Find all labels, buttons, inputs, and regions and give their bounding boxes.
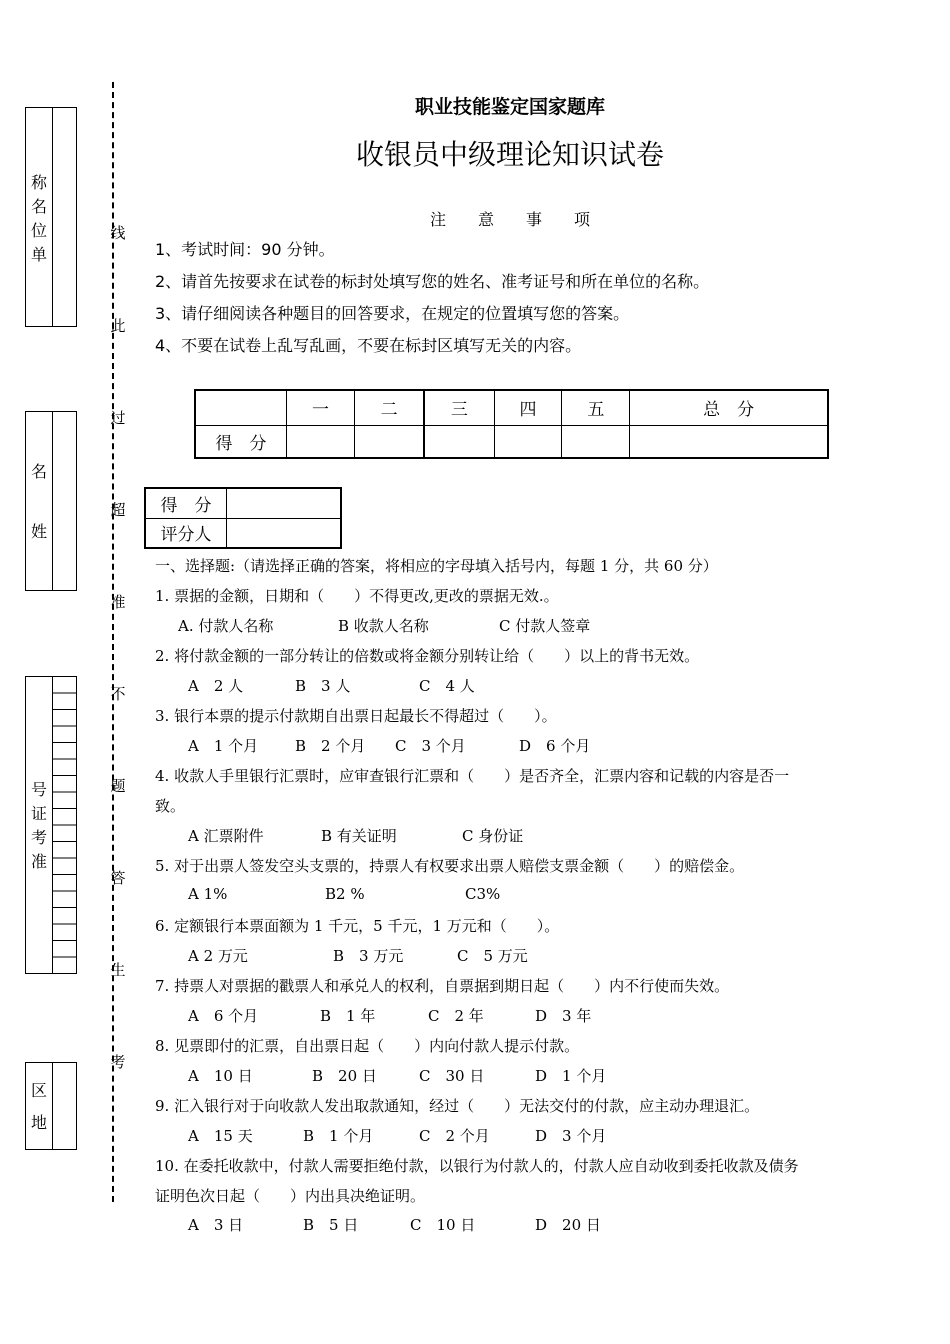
id-label-1: 号 (30, 780, 47, 799)
q7-option-b: B 1 年 (320, 1007, 376, 1025)
q10-option-c: C 10 日 (410, 1216, 476, 1234)
q4-option-a: A 汇票附件 (188, 827, 264, 845)
region-box (25, 1062, 77, 1150)
name-box (25, 411, 77, 591)
question-8: 8. 见票即付的汇票，自出票日起（ ）内向付款人提示付款。 (155, 1037, 580, 1055)
id-label-3: 考 (30, 828, 47, 847)
question-7: 7. 持票人对票据的戳票人和承兑人的权利，自票据到期日起（ ）内不行使而失效。 (155, 977, 730, 995)
score-row-label: 得 分 (195, 425, 287, 458)
score-cell[interactable] (354, 425, 424, 458)
q3-option-d: D 6 个月 (519, 737, 591, 755)
score-cell[interactable] (630, 425, 828, 458)
q2-option-a: A 2 人 (188, 677, 244, 695)
q8-option-a: A 10 日 (188, 1067, 253, 1085)
q1-option-a: A. 付款人名称 (178, 617, 274, 635)
q1-option-c: C 付款人签章 (499, 617, 591, 635)
seal-char: 超 (110, 501, 126, 519)
score-header-5: 五 (562, 390, 630, 425)
question-9: 9. 汇入银行对于向收款人发出取款通知，经过（ ）无法交付的付款，应主动办理退汇。 (155, 1097, 760, 1115)
seal-char: 考 (110, 1053, 126, 1071)
q4-option-c: C 身份证 (462, 827, 524, 845)
q9-option-d: D 3 个月 (535, 1127, 607, 1145)
seal-char: 此 (110, 317, 126, 335)
score-cell[interactable] (562, 425, 630, 458)
exam-id-box (25, 676, 77, 974)
score-header-total: 总 分 (630, 390, 828, 425)
page-title: 职业技能鉴定国家题库 (414, 96, 605, 118)
question-10-cont: 证明色次日起（ ）内出具决绝证明。 (155, 1187, 426, 1205)
seal-dashed-line (112, 82, 114, 1202)
q2-option-b: B 3 人 (295, 677, 351, 695)
unit-label-4: 单 (30, 245, 47, 264)
q5-option-a: A 1% (188, 885, 228, 903)
id-label-4: 准 (30, 852, 47, 871)
score-header-4: 四 (494, 390, 562, 425)
grader-score-label: 得 分 (145, 488, 227, 518)
question-5: 5. 对于出票人签发空头支票的，持票人有权要求出票人赔偿支票金额（ ）的赔偿金。 (155, 857, 745, 875)
q7-option-d: D 3 年 (535, 1007, 592, 1025)
grader-table (144, 487, 342, 549)
region-label-2: 地 (30, 1113, 47, 1132)
q1-option-b: B 收款人名称 (338, 617, 429, 635)
grader-cell[interactable] (227, 518, 342, 548)
notice-item: 4、不要在试卷上乱写乱画，不要在标封区填写无关的内容。 (155, 336, 582, 355)
q10-option-d: D 20 日 (535, 1216, 601, 1234)
q8-option-c: C 30 日 (419, 1067, 485, 1085)
region-input-area[interactable] (52, 1063, 76, 1149)
grader-score-cell[interactable] (227, 488, 342, 518)
q5-option-b: B2 % (325, 885, 365, 903)
grader-label: 评分人 (145, 518, 227, 548)
q8-option-d: D 1 个月 (535, 1067, 607, 1085)
q8-option-b: B 20 日 (312, 1067, 377, 1085)
q3-option-c: C 3 个月 (395, 737, 466, 755)
q3-option-a: A 1 个月 (188, 737, 259, 755)
score-header-3: 三 (424, 390, 494, 425)
seal-char: 线 (110, 224, 126, 242)
exam-subtitle: 收银员中级理论知识试卷 (355, 138, 664, 171)
question-1: 1. 票据的金额，日期和（ ）不得更改,更改的票据无效.。 (155, 587, 559, 605)
score-table (194, 389, 829, 459)
name-input-area[interactable] (52, 412, 76, 590)
name-label-1: 名 (30, 462, 47, 481)
q10-option-b: B 5 日 (303, 1216, 359, 1234)
seal-char: 题 (110, 777, 126, 795)
unit-label-2: 名 (30, 197, 47, 216)
score-cell[interactable] (424, 425, 494, 458)
q6-option-a: A 2 万元 (188, 947, 248, 965)
q6-option-c: C 5 万元 (457, 947, 528, 965)
name-label-2: 姓 (30, 522, 47, 541)
question-10: 10. 在委托收款中，付款人需要拒绝付款，以银行为付款人的，付款人应自动收到委托收款及债务 (155, 1157, 799, 1175)
q4-option-b: B 有关证明 (321, 827, 397, 845)
score-cell[interactable] (287, 425, 355, 458)
score-header-blank (195, 390, 287, 425)
question-6: 6. 定额银行本票面额为 1 千元，5 千元，1 万元和（ ）。 (155, 917, 560, 935)
notice-item: 2、请首先按要求在试卷的标封处填写您的姓名、准考证号和所在单位的名称。 (155, 272, 710, 291)
section-title: 一、选择题:（请选择正确的答案，将相应的字母填入括号内，每题 1 分，共 60 分） (155, 557, 718, 575)
q7-option-c: C 2 年 (428, 1007, 484, 1025)
q3-option-b: B 2 个月 (295, 737, 366, 755)
question-4: 4. 收款人手里银行汇票时，应审查银行汇票和（ ）是否齐全，汇票内容和记载的内容是否一 (155, 767, 790, 785)
q7-option-a: A 6 个月 (188, 1007, 259, 1025)
score-cell[interactable] (494, 425, 562, 458)
seal-char: 答 (110, 869, 126, 887)
id-label-2: 证 (30, 804, 47, 823)
score-header-1: 一 (287, 390, 355, 425)
notice-item: 1、考试时间：90 分钟。 (155, 240, 335, 259)
unit-label-3: 位 (30, 221, 47, 240)
notice-title: 注 意 事 项 (430, 210, 591, 229)
score-header-2: 二 (354, 390, 424, 425)
seal-char: 过 (110, 409, 126, 427)
q6-option-b: B 3 万元 (333, 947, 404, 965)
seal-char: 不 (110, 685, 126, 703)
seal-char: 生 (110, 961, 126, 979)
q9-option-b: B 1 个月 (303, 1127, 374, 1145)
notice-item: 3、请仔细阅读各种题目的回答要求，在规定的位置填写您的答案。 (155, 304, 630, 323)
question-4-cont: 致。 (155, 797, 186, 815)
exam-id-input-area[interactable] (52, 677, 76, 973)
unit-label-1: 称 (30, 173, 47, 192)
q2-option-c: C 4 人 (419, 677, 475, 695)
q9-option-a: A 15 天 (188, 1127, 253, 1145)
q10-option-a: A 3 日 (188, 1216, 244, 1234)
q5-option-c: C3% (465, 885, 501, 903)
question-2: 2. 将付款金额的一部分转让的倍数或将金额分别转让给（ ）以上的背书无效。 (155, 647, 700, 665)
seal-char: 准 (110, 593, 126, 611)
q9-option-c: C 2 个月 (419, 1127, 490, 1145)
question-3: 3. 银行本票的提示付款期自出票日起最长不得超过（ ）。 (155, 707, 557, 725)
region-label-1: 区 (30, 1081, 47, 1100)
